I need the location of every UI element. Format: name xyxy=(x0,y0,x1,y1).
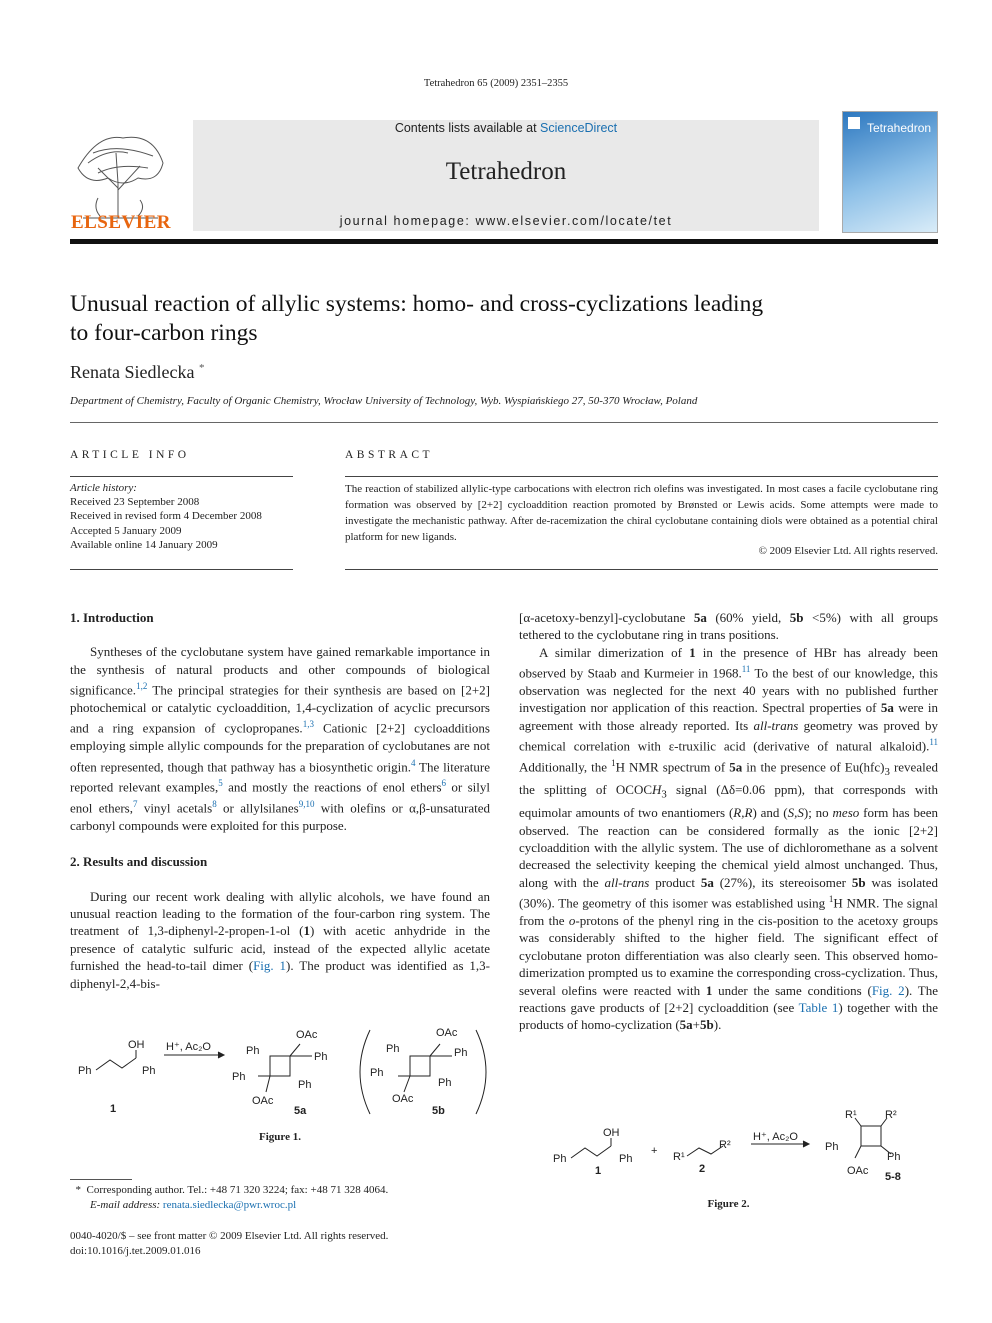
article-title xyxy=(70,290,890,348)
fig1-ph-left: Ph xyxy=(78,1065,92,1077)
abstract-heading: ABSTRACT xyxy=(345,449,434,461)
history-accepted: Accepted 5 January 2009 xyxy=(70,524,182,537)
fig2-compound-2: 2 xyxy=(699,1163,706,1175)
journal-cover-thumbnail xyxy=(842,111,938,233)
contents-line xyxy=(193,121,819,135)
email-link[interactable]: renata.siedlecka@pwr.wroc.pl xyxy=(162,1199,297,1211)
fig1-reagent: H⁺, Ac₂O xyxy=(166,1041,211,1053)
cover-title: Tetrahedron xyxy=(867,121,932,135)
results-paragraph-1: During our recent work dealing with allylic alcohols, we have found an unusual reaction leading to the formation of the four-carbon ring system. The treatment of 1,3-diphenyl-2-propen-1-ol (1) with acetic anhydride in the presence of catalytic sulfuric acid, instead of the expected allylic acetate furnished the head-to-tail dimer (Fig. 1). The product was identified as 1,3-diphenyl-2,4-bis- xyxy=(70,888,490,991)
title-line-2: to four-carbon rings xyxy=(70,320,258,346)
fig1-5b-ph4: Ph xyxy=(438,1077,452,1089)
figure-2-caption: Figure 2. xyxy=(707,1198,750,1210)
issn-line: 0040-4020/$ – see front matter © 2009 Elsevier Ltd. All rights reserved. xyxy=(70,1230,389,1242)
fig2-compound-5-8: 5-8 xyxy=(885,1171,901,1183)
corresponding-footnote xyxy=(70,1183,490,1213)
fig2-alkene-1 xyxy=(571,1138,611,1158)
left-column xyxy=(70,609,490,992)
fig1-left-paren xyxy=(360,1030,370,1114)
results-heading: 2. Results and discussion xyxy=(70,854,208,870)
author: Renata Siedlecka xyxy=(70,362,195,382)
fig1-alkene-bonds xyxy=(96,1058,136,1070)
article-info-rule-bottom xyxy=(70,569,293,570)
elsevier-wordmark: ELSEVIER xyxy=(70,212,172,233)
abstract-rule-top xyxy=(345,476,938,477)
fig1-5b-ph3: Ph xyxy=(370,1067,384,1079)
fig1-compound-1: 1 xyxy=(110,1103,117,1115)
figure-1-scheme xyxy=(70,1022,490,1122)
abstract-rule-bottom xyxy=(345,569,938,570)
fig2-alkene-2 xyxy=(687,1146,723,1156)
fig1-5a-ph1: Ph xyxy=(246,1045,260,1057)
fig1-right-paren xyxy=(476,1030,486,1114)
author-affiliation: Department of Chemistry, Faculty of Organic Chemistry, Wrocław University of Technology, Wyb. Wyspiańskiego 27, 50-370 Wrocław, Poland xyxy=(70,395,698,407)
footnote-corresponding: * Corresponding author. Tel.: +48 71 320 3224; fax: +48 71 328 4064. xyxy=(70,1184,389,1196)
fig2-ph-product1: Ph xyxy=(825,1141,839,1153)
fig1-5a-ph4: Ph xyxy=(298,1079,312,1091)
fig1-5a-oac1: OAc xyxy=(296,1029,318,1041)
abstract-text: The reaction of stabilized allylic-type carbocations with electron rich olefins was investigated. In most cases a facile cyclobutane ring formation was observed by [2+2] cycloaddition reaction promoted by Brønsted or Lewis acids. Some attempts were made to investigate the mechanistic pathway. After de-racemization the chiral cyclobutane containing diols were obtained as a potential chiral platform for new ligands. xyxy=(345,483,938,543)
figure-1-caption: Figure 1. xyxy=(259,1131,301,1143)
intro-paragraph: Syntheses of the cyclobutane system have gained remarkable importance in the synthesis of natural products and other compounds of biological significance.$^{1,2}$ The principal strategies for their synthesis are based on [2+2] photochemical or catalytic cycloaddition, 1,4-cyclization of acyclic precursors and a ring expansion of cyclopropanes.$^{1,3}$ Cationic [2+2] cycloadditions employing simple allylic compounds for the preparation of cyclobutanes are not often represented, though that pathway has a biosynthetic origin.$^4$ The literature reported relevant examples,$^5$ and mostly the reactions of enol ethers$^6$ or silyl enol ethers,$^7$ vinyl acetals$^8$ or allylsilanes$^{9,10}$ with olefins or α,β-unsaturated carbonyl compounds were exploited for this purpose. xyxy=(70,644,490,833)
fig1-5b-ph2: Ph xyxy=(454,1047,468,1059)
contents-prefix: Contents lists available at xyxy=(394,121,541,135)
cyclobutane-5a xyxy=(270,1056,290,1076)
fig1-ph-right: Ph xyxy=(142,1065,156,1077)
history-label: Article history: xyxy=(70,482,137,494)
fig2-ph-left: Ph xyxy=(553,1153,567,1165)
fig1-5a-ph2: Ph xyxy=(314,1051,328,1063)
cover-logo-icon xyxy=(848,117,860,129)
fig1-5a-oac2: OAc xyxy=(252,1095,274,1107)
sciencedirect-link[interactable]: ScienceDirect xyxy=(540,121,618,135)
abstract-copyright: © 2009 Elsevier Ltd. All rights reserved. xyxy=(758,545,938,557)
author-name xyxy=(70,362,204,383)
affiliation-divider xyxy=(70,422,938,423)
fig1-5a-ph3: Ph xyxy=(232,1071,246,1083)
doi-line[interactable]: doi:10.1016/j.tet.2009.01.016 xyxy=(70,1245,201,1257)
fig2-compound-1: 1 xyxy=(595,1165,602,1177)
fig2-ph-right: Ph xyxy=(619,1153,633,1165)
fig2-r1-product: R¹ xyxy=(845,1109,857,1121)
fig1-compound-5a: 5a xyxy=(294,1105,307,1117)
right-column xyxy=(519,609,938,1034)
fig1-oh-label: OH xyxy=(128,1039,145,1051)
corresponding-mark[interactable]: * xyxy=(198,362,205,374)
journal-name: Tetrahedron xyxy=(445,158,567,185)
title-line-1: Unusual reaction of allylic systems: homo- and cross-cyclizations leading xyxy=(70,291,764,317)
fig2-reagent: H⁺, Ac₂O xyxy=(753,1131,798,1143)
journal-homepage[interactable]: journal homepage: www.elsevier.com/locate/tet xyxy=(339,214,673,228)
fig1-5b-oac1: OAc xyxy=(436,1027,458,1039)
results-paragraph-1-cont: [α-acetoxy-benzyl]-cyclobutane 5a (60% yield, 5b <5%) with all groups tethered to the cyclobutane ring in trans positions. xyxy=(519,610,938,643)
footnote-email: E-mail address: renata.siedlecka@pwr.wroc.pl xyxy=(90,1199,297,1211)
intro-heading: 1. Introduction xyxy=(70,610,154,625)
fig2-plus: + xyxy=(651,1145,658,1157)
fig2-oh: OH xyxy=(603,1127,620,1139)
cyclobutane-5b xyxy=(410,1056,430,1076)
fig2-oac: OAc xyxy=(847,1165,869,1177)
article-info-heading: ARTICLE INFO xyxy=(70,449,190,461)
history-online: Available online 14 January 2009 xyxy=(70,538,218,551)
article-history xyxy=(70,481,293,552)
results-paragraph-2: A similar dimerization of 1 in the presence of HBr has already been observed by Staab and Kurmeier in 1968.11 To the best of our knowledge, this observation was neglected for the next 40 years with no published further investigation nor application of this reaction. Spectral properties of 5a were in agreement with those already reported. Its all-trans geometry was proved by chemical correlation with ε-truxilic acid (derivative of natural alkaloid).$^{11}$ Additionally, the $^1$H NMR spectrum of 5a in the presence of $Eu(hfc)_3$ revealed the splitting of $OCOCH_3$ signal (Δδ=0.06 ppm), that corresponds with equimolar amounts of two enantiomers (R,R) and (S,S); no meso form has been observed. The reaction can be considered formally as the ionic [2+2] cycloaddition with the allylic system. The use of dichloromethane as a solvent decreased the selectivity keeping the chemical yield almost unchanged. Thus, along with the all-trans product 5a (27%), its stereoisomer 5b was isolated (30%). The geometry of this isomer was established using $^1$H NMR. The signal from the o-protons of the phenyl ring in the cis-position to the acetoxy groups was considerably shifted to the higher field. The significant effect of cyclobutane proton differentiation was also clearly seen. This observed homo-dimerization prompted us to examine the corresponding cross-cyclization. Thus, several olefins were reacted with 1 under the same conditions (Fig. 2). The reactions gave products of [2+2] cycloaddition (see Table 1) together with the products of homo-cyclization (5a+5b). xyxy=(519,644,939,1033)
figure-2-scheme xyxy=(519,1100,938,1190)
history-received: Received 23 September 2008 xyxy=(70,496,200,509)
fig1-compound-5b: 5b xyxy=(432,1105,445,1117)
header-divider xyxy=(70,239,938,244)
fig1-5b-ph1: Ph xyxy=(386,1043,400,1055)
fig2-cyclobutane xyxy=(861,1126,881,1146)
footnote-rule xyxy=(70,1179,132,1180)
journal-citation: Tetrahedron 65 (2009) 2351–2355 xyxy=(423,78,569,89)
fig2-r1-reactant: R¹ xyxy=(673,1151,685,1163)
history-revised: Received in revised form 4 December 2008 xyxy=(70,510,262,523)
fig2-r2-reactant: R² xyxy=(719,1139,731,1151)
fig1-5b-oac2: OAc xyxy=(392,1093,414,1105)
issn-doi xyxy=(70,1229,490,1259)
fig2-ph-product2: Ph xyxy=(887,1151,901,1163)
fig2-r2-product: R² xyxy=(885,1109,897,1121)
article-info-rule-top xyxy=(70,476,293,477)
